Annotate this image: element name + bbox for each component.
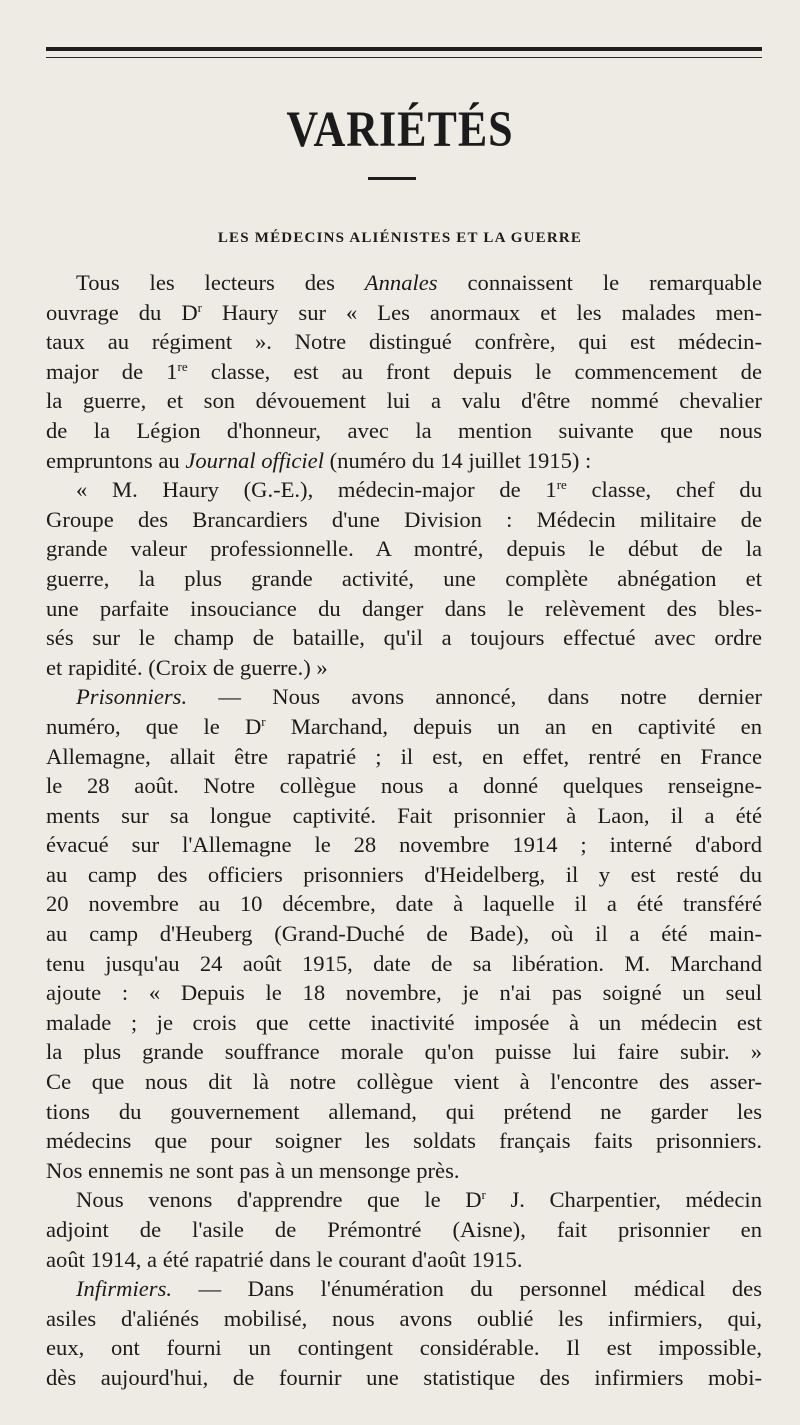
text-line: [46, 1245, 762, 1275]
text-line: [46, 594, 762, 624]
text-segment: adjoint de l'asile de Prémontré (Aisne), fait prisonnier en: [46, 1217, 762, 1242]
text-segment: — Nous avons annoncé, dans notre dernier: [187, 684, 762, 710]
text-line: [46, 830, 762, 860]
text-segment: Nos ennemis ne sont pas à un mensonge près.: [46, 1157, 460, 1183]
text-line: [46, 1008, 762, 1038]
text-segment: classe, chef du: [566, 477, 762, 503]
text-line: [46, 801, 762, 831]
text-line: [46, 386, 762, 416]
text-segment: évacué sur l'Allemagne le 28 novembre 1914 ; interné d'abord: [46, 832, 762, 858]
text-segment: tenu jusqu'au 24 août 1915, date de sa libération. M. Marchand: [46, 950, 762, 976]
text-line: [46, 475, 762, 505]
text-segment: et rapidité. (Croix de guerre.) »: [46, 654, 328, 680]
text-line: [46, 742, 762, 772]
text-segment: une parfaite insouciance du danger dans le relèvement des bles-: [46, 595, 762, 621]
text-line: [46, 623, 762, 653]
superscript: re: [556, 477, 567, 493]
text-segment: médecins que pour soigner les soldats français faits prisonniers.: [46, 1128, 762, 1154]
text-segment: malade ; je crois que cette inactivité imposée à un médecin est: [46, 1009, 762, 1035]
text-segment: grande valeur professionnelle. A montré, depuis le début de la: [46, 536, 762, 562]
text-line: [46, 298, 762, 328]
text-line: [46, 446, 762, 476]
text-segment: asiles d'aliénés mobilisé, nous avons oublié les infirmiers, qui,: [46, 1305, 762, 1331]
text-segment: 20 novembre au 10 décembre, date à laquelle il a été transféré: [46, 891, 762, 917]
text-line: [46, 1126, 762, 1156]
text-line: [46, 1333, 762, 1363]
text-segment: Marchand, depuis un an en captivité en: [265, 713, 763, 739]
italic-text: Infirmiers.: [76, 1276, 173, 1302]
text-line: [46, 1097, 762, 1127]
article-heading: LES MÉDECINS ALIÉNISTES ET LA GUERRE: [217, 230, 583, 246]
text-segment: Ce que nous dit là notre collègue vient à l'encontre des asser-: [46, 1069, 762, 1095]
text-segment: sés sur le champ de bataille, qu'il a toujours effectué avec ordre: [46, 625, 762, 651]
text-segment: guerre, la plus grande activité, une complète abnégation et: [46, 565, 762, 591]
text-line: [46, 534, 762, 564]
text-segment: major de 1: [46, 358, 178, 384]
article-body: [46, 268, 762, 1393]
text-line: [46, 1185, 762, 1215]
text-segment: Allemagne, allait être rapatrié ; il est, en effet, rentré en France: [46, 743, 762, 769]
italic-text: Annales: [364, 270, 438, 295]
text-segment: dès aujourd'hui, de fournir une statistique des infirmiers mobi-: [46, 1364, 762, 1390]
text-segment: — Dans l'énumération du personnel médical des: [172, 1276, 762, 1302]
superscript: r: [261, 713, 266, 729]
text-segment: « M. Haury (G.-E.), médecin-major de 1: [76, 477, 557, 503]
text-line: [46, 1215, 762, 1245]
text-segment: J. Charpentier, médecin: [485, 1187, 762, 1213]
text-line: [46, 1067, 762, 1097]
text-line: [46, 505, 762, 535]
text-segment: la plus grande souffrance morale qu'on puisse lui faire subir. »: [46, 1039, 762, 1065]
text-segment: numéro, que le D: [46, 713, 262, 739]
text-line: [46, 416, 762, 446]
text-segment: Groupe des Brancardiers d'une Division : Médecin militaire de: [46, 506, 762, 532]
text-segment: ments sur sa longue captivité. Fait prisonnier à Laon, il a été: [46, 802, 762, 828]
text-segment: tions du gouvernement allemand, qui prétend ne garder les: [46, 1098, 762, 1124]
text-segment: Tous les lecteurs des: [76, 270, 365, 295]
text-line: [46, 860, 762, 890]
header-rule-thin: [46, 57, 762, 58]
text-segment: Haury sur « Les anormaux et les malades men-: [201, 299, 762, 325]
text-line: [46, 949, 762, 979]
text-line: [46, 357, 762, 387]
italic-text: Prisonniers.: [76, 684, 188, 710]
superscript: r: [481, 1187, 486, 1203]
text-line: [46, 889, 762, 919]
text-segment: ouvrage du D: [46, 299, 198, 325]
text-line: [46, 327, 762, 357]
text-line: [46, 771, 762, 801]
text-line: [46, 1156, 762, 1186]
header-rule-thick: [46, 47, 762, 51]
text-segment: empruntons au: [46, 447, 186, 473]
text-line: [46, 1304, 762, 1334]
text-line: [46, 919, 762, 949]
text-segment: au camp d'Heuberg (Grand-Duché de Bade), où il a été main-: [46, 921, 762, 947]
italic-text: Journal officiel: [185, 447, 324, 473]
text-segment: août 1914, a été rapatrié dans le courant d'août 1915.: [46, 1246, 523, 1272]
text-segment: ajoute : « Depuis le 18 novembre, je n'ai pas soigné un seul: [46, 980, 762, 1006]
text-line: [46, 1363, 762, 1393]
text-line: [46, 682, 762, 712]
section-title: VARIÉTÉS: [286, 101, 514, 158]
text-segment: la guerre, et son dévouement lui a valu d'être nommé chevalier: [46, 388, 762, 414]
text-segment: eux, ont fourni un contingent considérable. Il est impossible,: [46, 1335, 762, 1361]
superscript: r: [197, 299, 202, 315]
text-line: [46, 1037, 762, 1067]
title-underline: [368, 177, 416, 180]
text-line: [46, 712, 762, 742]
text-segment: de la Légion d'honneur, avec la mention suivante que nous: [46, 417, 762, 443]
text-line: [46, 653, 762, 683]
text-segment: taux au régiment ». Notre distingué confrère, qui est médecin-: [46, 329, 762, 355]
text-segment: connaissent le remarquable: [437, 270, 762, 295]
text-segment: le 28 août. Notre collègue nous a donné quelques renseigne-: [46, 773, 762, 799]
text-line: [46, 268, 762, 298]
text-line: [46, 564, 762, 594]
text-segment: classe, est au front depuis le commencement de: [187, 358, 763, 384]
text-segment: (numéro du 14 juillet 1915) :: [324, 447, 592, 473]
text-segment: au camp des officiers prisonniers d'Heidelberg, il y est resté du: [46, 861, 762, 887]
text-segment: Nous venons d'apprendre que le D: [76, 1187, 482, 1213]
text-line: [46, 978, 762, 1008]
text-line: [46, 1274, 762, 1304]
superscript: re: [177, 358, 188, 374]
